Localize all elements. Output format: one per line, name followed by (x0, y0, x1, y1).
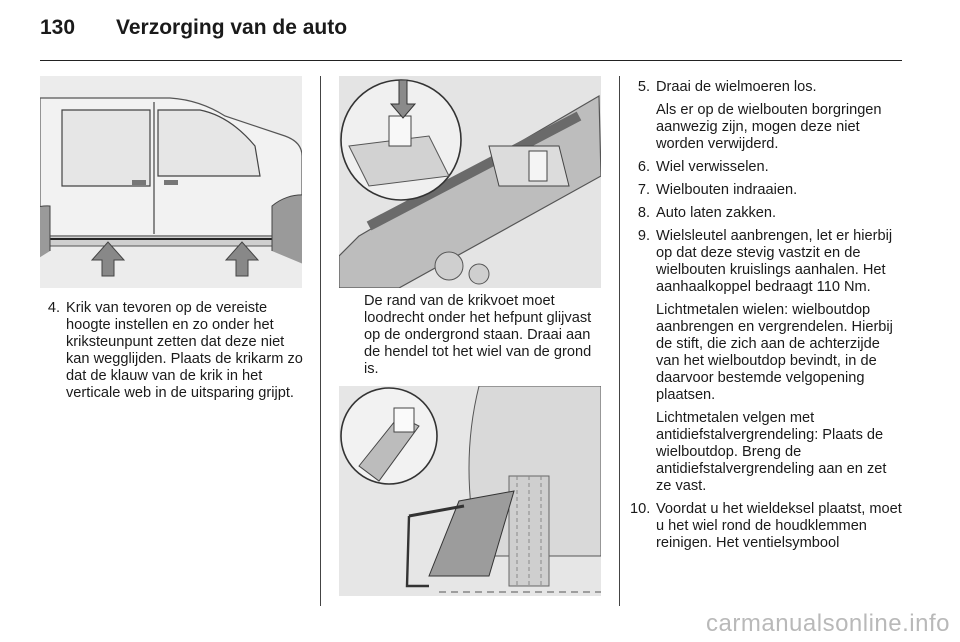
step-7-text: Wielbouten indraaien. (656, 182, 798, 198)
page-title: Verzorging van de auto (116, 16, 348, 39)
step-9-antitheft: Lichtmetalen velgen met antidiefstalvergrendeling: Plaats de wielboutdop. Breng de antidiefstalvergrendeling aan en zet ze vast. (656, 410, 887, 494)
step-9 (630, 228, 902, 495)
middle-column-text (364, 293, 604, 378)
step-9-text: Wielsleutel aanbrengen, let er hierbij op dat deze stevig vastzit en de wielbouten kruislings aanhalen. Het aanhaalkoppel bedraagt 110 Nm. (656, 228, 893, 295)
step-8-text: Auto laten zakken. (656, 205, 777, 221)
step-5-text: Draai de wielmoeren los. (656, 79, 817, 95)
step-10-text: Voordat u het wieldeksel plaatst, moet u het wiel rond de houdklemmen reinigen. Het ventielsymbool (656, 501, 902, 551)
step-5 (630, 79, 902, 153)
step-6-text: Wiel verwisselen. (656, 159, 769, 175)
step-4 (40, 300, 305, 402)
step-7 (630, 182, 902, 199)
step-8 (630, 205, 902, 222)
step-9-number: 9. (637, 228, 650, 244)
page-number: 130 (40, 16, 76, 39)
step-7-number: 7. (637, 182, 650, 198)
header-rule (40, 60, 902, 61)
jack-under-wheel-figure (339, 386, 601, 596)
left-column-text (40, 300, 305, 408)
step-8-number: 8. (637, 205, 650, 221)
step-4-number: 4. (47, 300, 60, 316)
step-6 (630, 159, 902, 176)
step-10 (630, 501, 902, 552)
step-6-number: 6. (637, 159, 650, 175)
car-jack-points-figure (40, 76, 302, 288)
column-divider-right (619, 76, 620, 606)
watermark: carmanualsonline.info (706, 610, 950, 637)
column-divider-left (320, 76, 321, 606)
right-column-text (630, 79, 902, 558)
step-5-number: 5. (637, 79, 650, 95)
jack-claw-figure (339, 76, 601, 288)
step-5-note: Als er op de wielbouten borgringen aanwezig zijn, mogen deze niet worden verwijderd. (656, 102, 882, 152)
step-10-number: 10. (630, 501, 651, 517)
jack-placement-paragraph: De rand van de krikvoet moet loodrecht onder het hefpunt glijvast op de ondergrond staan. Draai aan de hendel tot het wiel van de grond is. (364, 293, 592, 377)
step-9-alloy-wheels: Lichtmetalen wielen: wielboutdop aanbrengen en vergrendelen. Hierbij de stift, die zich aan de achterzijde van het wielboutdop bevindt, in de daarvoor bestemde velgopening plaatsen. (656, 302, 893, 403)
step-4-text: Krik van tevoren op de vereiste hoogte instellen en zo onder het kriksteunpunt zetten dat deze niet kan wegglijden. Plaats de krikarm zo dat de klauw van de krik in het verticale web in de uitsparing grijpt. (66, 300, 303, 401)
